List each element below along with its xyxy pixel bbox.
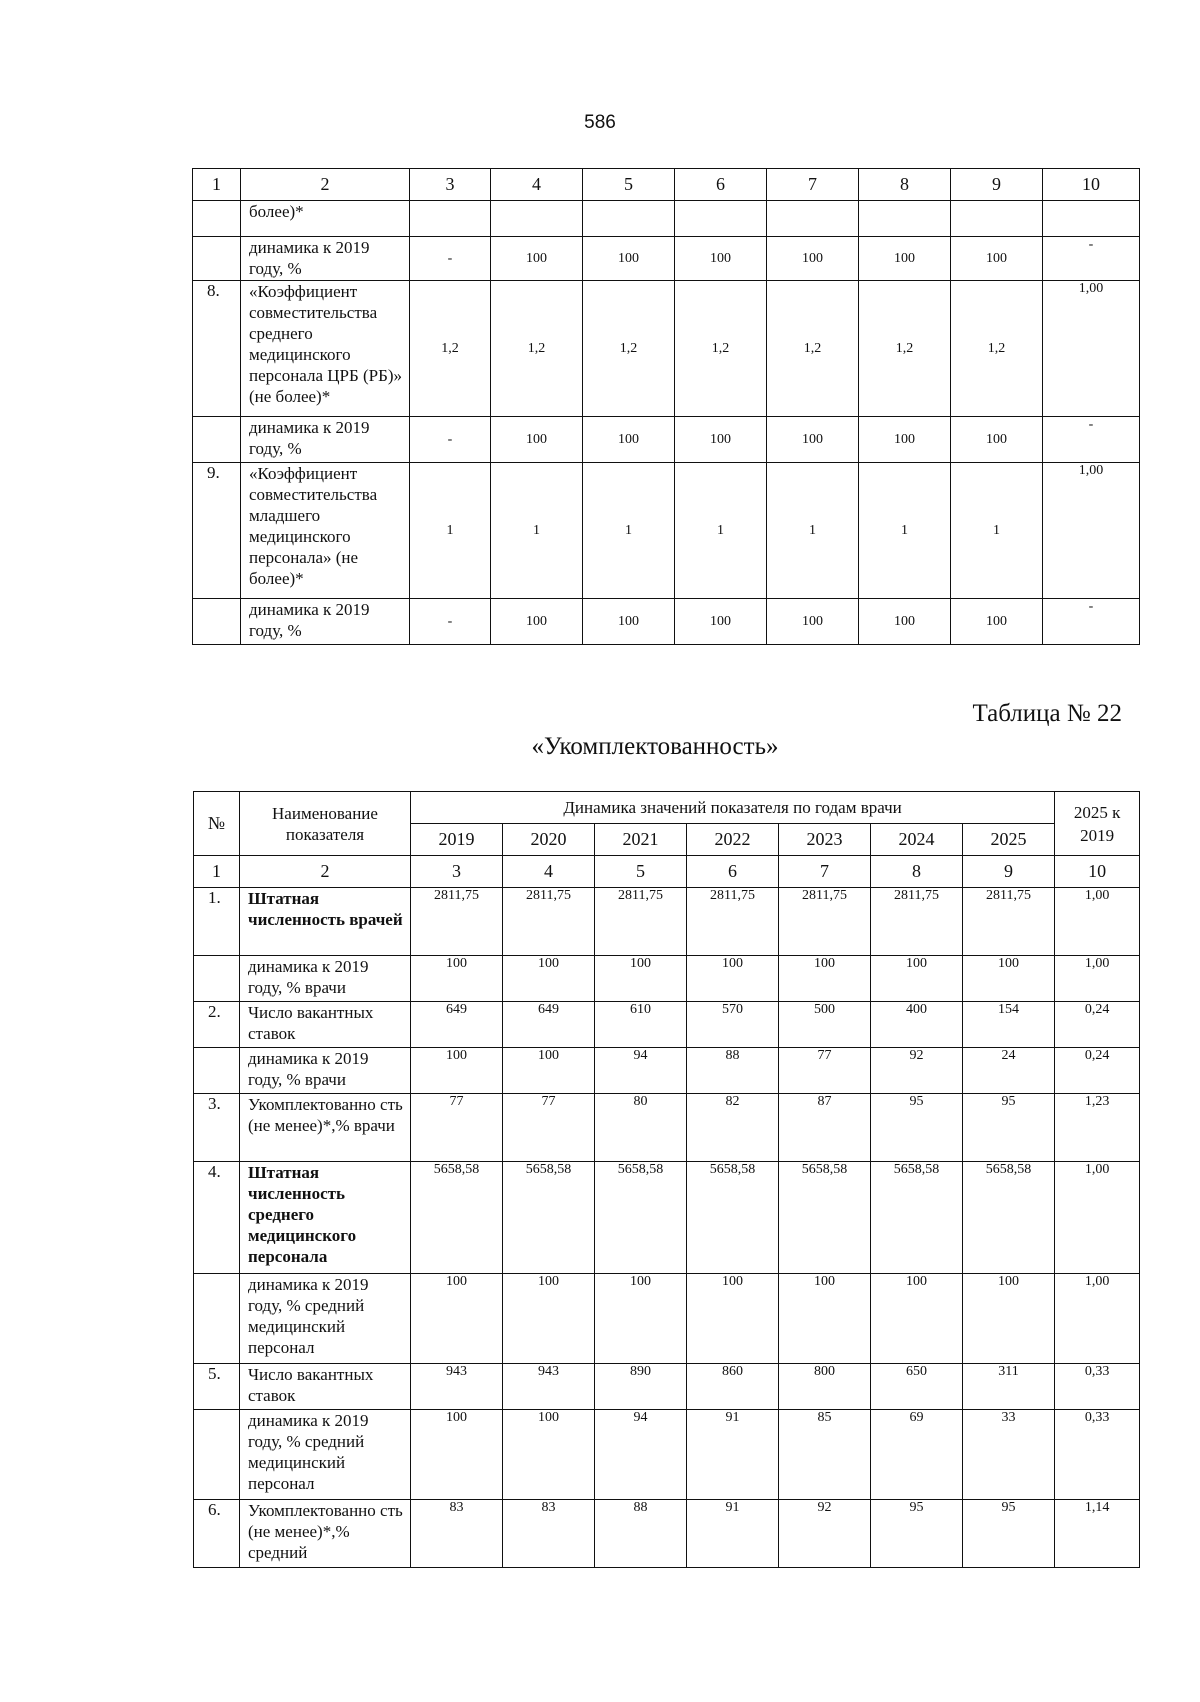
value-cell: 80 <box>595 1094 687 1162</box>
value-cell: 5658,58 <box>871 1162 963 1274</box>
value-cell: 100 <box>767 599 859 645</box>
column-number: 5 <box>595 856 687 888</box>
value-cell: 100 <box>411 1274 503 1364</box>
column-number-row <box>193 169 1140 201</box>
indicator-name-text: динамика к 2019 году, % <box>249 238 370 278</box>
value-cell: 154 <box>963 1002 1055 1048</box>
indicator-name-text: Число вакантных ставок <box>248 1365 374 1405</box>
column-number: 4 <box>503 856 595 888</box>
value-cell: 100 <box>951 237 1043 281</box>
value-cell: 5658,58 <box>963 1162 1055 1274</box>
value-cell: 1,2 <box>675 281 767 417</box>
value-cell: 88 <box>595 1500 687 1568</box>
value-cell: 943 <box>411 1364 503 1410</box>
value-cell <box>583 201 675 237</box>
ratio-cell: 1,14 <box>1055 1500 1140 1568</box>
value-cell: 100 <box>583 237 675 281</box>
indicator-name <box>241 237 410 281</box>
value-cell: 77 <box>411 1094 503 1162</box>
table-row <box>193 417 1140 463</box>
ratio-cell: 0,33 <box>1055 1364 1140 1410</box>
value-cell: 860 <box>687 1364 779 1410</box>
header-no: № <box>194 792 240 856</box>
value-cell: 83 <box>503 1500 595 1568</box>
column-number: 2 <box>241 169 410 201</box>
table-row <box>194 1002 1140 1048</box>
ratio-cell: 1,00 <box>1055 888 1140 956</box>
value-cell: 100 <box>675 599 767 645</box>
indicator-name-text: динамика к 2019 году, % <box>249 418 370 458</box>
value-cell: 82 <box>687 1094 779 1162</box>
indicator-name-text: Штатная численность среднего медицинского персонала <box>248 1163 357 1266</box>
value-cell: 100 <box>503 1410 595 1500</box>
value-cell: 5658,58 <box>595 1162 687 1274</box>
value-cell: 5658,58 <box>503 1162 595 1274</box>
column-number: 4 <box>491 169 583 201</box>
value-cell: 2811,75 <box>411 888 503 956</box>
value-cell: 650 <box>871 1364 963 1410</box>
value-cell: 311 <box>963 1364 1055 1410</box>
value-cell: 92 <box>779 1500 871 1568</box>
indicator-name <box>240 1094 411 1162</box>
table-row <box>194 1364 1140 1410</box>
row-index: 1. <box>194 888 240 956</box>
value-cell: 100 <box>583 417 675 463</box>
indicator-name-text: Число вакантных ставок <box>248 1003 374 1043</box>
value-cell: 100 <box>503 1274 595 1364</box>
ratio-cell: 1,00 <box>1043 281 1140 417</box>
header-year: 2025 <box>963 824 1055 856</box>
continued-table <box>192 168 1140 645</box>
value-cell: 2811,75 <box>963 888 1055 956</box>
ratio-cell: 1,00 <box>1055 1162 1140 1274</box>
value-cell: 100 <box>859 599 951 645</box>
table-row <box>193 599 1140 645</box>
column-number: 5 <box>583 169 675 201</box>
value-cell: 1,2 <box>410 281 491 417</box>
column-number: 6 <box>675 169 767 201</box>
value-cell: 69 <box>871 1410 963 1500</box>
row-index: 5. <box>194 1364 240 1410</box>
value-cell: 100 <box>503 1048 595 1094</box>
staffing-table <box>193 791 1140 1568</box>
row-index: 2. <box>194 1002 240 1048</box>
table-row <box>193 463 1140 599</box>
indicator-name <box>240 956 411 1002</box>
header-year: 2020 <box>503 824 595 856</box>
value-cell: 5658,58 <box>687 1162 779 1274</box>
row-index <box>194 1410 240 1500</box>
indicator-name-text: Укомплектованно сть (не менее)*,% врачи <box>248 1095 403 1135</box>
value-cell: 100 <box>595 1274 687 1364</box>
value-cell: 100 <box>859 417 951 463</box>
value-cell: 100 <box>951 417 1043 463</box>
indicator-name <box>241 417 410 463</box>
value-cell: 83 <box>411 1500 503 1568</box>
value-cell: 649 <box>411 1002 503 1048</box>
table-row <box>194 1410 1140 1500</box>
indicator-name <box>240 1364 411 1410</box>
column-number: 8 <box>859 169 951 201</box>
indicator-name <box>241 599 410 645</box>
value-cell: 95 <box>963 1500 1055 1568</box>
value-cell: 1,2 <box>767 281 859 417</box>
value-cell <box>951 201 1043 237</box>
value-cell: 100 <box>583 599 675 645</box>
row-index <box>194 1274 240 1364</box>
value-cell: 100 <box>779 956 871 1002</box>
column-number: 6 <box>687 856 779 888</box>
ratio-cell: 1,00 <box>1055 1274 1140 1364</box>
value-cell <box>767 201 859 237</box>
ratio-cell: - <box>1043 237 1140 281</box>
header-year: 2023 <box>779 824 871 856</box>
row-index <box>193 599 241 645</box>
row-index: 6. <box>194 1500 240 1568</box>
header-year: 2021 <box>595 824 687 856</box>
value-cell: 100 <box>859 237 951 281</box>
value-cell: 94 <box>595 1410 687 1500</box>
header-year: 2024 <box>871 824 963 856</box>
indicator-name-text: «Коэффициент совместительства среднего медицинского персонала ЦРБ (РБ)» (не более)* <box>249 282 403 406</box>
value-cell: 1 <box>675 463 767 599</box>
value-cell: 24 <box>963 1048 1055 1094</box>
row-index: 4. <box>194 1162 240 1274</box>
value-cell: 2811,75 <box>779 888 871 956</box>
value-cell: 5658,58 <box>411 1162 503 1274</box>
indicator-name-text: «Коэффициент совместительства младшего медицинского персонала» (не более)* <box>249 464 378 588</box>
value-cell: 100 <box>675 417 767 463</box>
header-row <box>194 792 1140 824</box>
column-number: 3 <box>411 856 503 888</box>
row-index: 8. <box>193 281 241 417</box>
table-row <box>194 1094 1140 1162</box>
indicator-name-text: динамика к 2019 году, % <box>249 600 370 640</box>
value-cell <box>491 201 583 237</box>
header-year: 2022 <box>687 824 779 856</box>
column-number: 8 <box>871 856 963 888</box>
value-cell: 1 <box>491 463 583 599</box>
indicator-name <box>240 1002 411 1048</box>
value-cell: 800 <box>779 1364 871 1410</box>
indicator-name-text: Укомплектованно сть (не менее)*,% средний <box>248 1501 403 1562</box>
value-cell: 100 <box>963 956 1055 1002</box>
header-ratio: 2025 к 2019 <box>1055 792 1140 856</box>
value-cell: - <box>410 237 491 281</box>
value-cell: 77 <box>779 1048 871 1094</box>
indicator-name <box>241 463 410 599</box>
indicator-name <box>240 1274 411 1364</box>
value-cell <box>859 201 951 237</box>
indicator-name <box>240 1500 411 1568</box>
ratio-cell: 0,33 <box>1055 1410 1140 1500</box>
table-row <box>194 888 1140 956</box>
indicator-name-text: более)* <box>249 202 304 221</box>
column-number: 9 <box>963 856 1055 888</box>
value-cell: 100 <box>767 417 859 463</box>
value-cell: 1,2 <box>951 281 1043 417</box>
value-cell <box>675 201 767 237</box>
column-number-row <box>194 856 1140 888</box>
value-cell: 100 <box>491 599 583 645</box>
value-cell: 77 <box>503 1094 595 1162</box>
value-cell: 2811,75 <box>871 888 963 956</box>
value-cell: 610 <box>595 1002 687 1048</box>
ratio-cell: - <box>1043 417 1140 463</box>
row-index <box>193 201 241 237</box>
value-cell: 100 <box>779 1274 871 1364</box>
value-cell: 400 <box>871 1002 963 1048</box>
value-cell: - <box>410 417 491 463</box>
indicator-name <box>241 201 410 237</box>
value-cell: 100 <box>963 1274 1055 1364</box>
column-number: 1 <box>194 856 240 888</box>
value-cell: 1,2 <box>491 281 583 417</box>
value-cell: 100 <box>951 599 1043 645</box>
ratio-cell <box>1043 201 1140 237</box>
value-cell: - <box>410 599 491 645</box>
row-index <box>194 1048 240 1094</box>
column-number: 9 <box>951 169 1043 201</box>
value-cell: 92 <box>871 1048 963 1094</box>
column-number: 3 <box>410 169 491 201</box>
column-number: 1 <box>193 169 241 201</box>
table-title: «Укомплектованность» <box>531 733 779 760</box>
table-label: Таблица № 22 <box>972 700 1122 727</box>
row-index: 9. <box>193 463 241 599</box>
table-row <box>194 1048 1140 1094</box>
indicator-name <box>241 281 410 417</box>
value-cell: 91 <box>687 1410 779 1500</box>
row-index <box>193 237 241 281</box>
value-cell: 890 <box>595 1364 687 1410</box>
ratio-cell: 1,00 <box>1055 956 1140 1002</box>
value-cell: 100 <box>595 956 687 1002</box>
value-cell: 95 <box>963 1094 1055 1162</box>
row-index <box>194 956 240 1002</box>
table-row <box>194 956 1140 1002</box>
table-row <box>194 1500 1140 1568</box>
ratio-cell: 0,24 <box>1055 1002 1140 1048</box>
value-cell: 943 <box>503 1364 595 1410</box>
column-number: 7 <box>779 856 871 888</box>
value-cell: 1 <box>859 463 951 599</box>
value-cell: 88 <box>687 1048 779 1094</box>
row-index: 3. <box>194 1094 240 1162</box>
value-cell: 2811,75 <box>503 888 595 956</box>
value-cell: 100 <box>767 237 859 281</box>
indicator-name-text: динамика к 2019 году, % врачи <box>248 1049 369 1089</box>
row-index <box>193 417 241 463</box>
value-cell: 2811,75 <box>595 888 687 956</box>
indicator-name-text: Штатная численность врачей <box>248 889 403 929</box>
value-cell: 95 <box>871 1500 963 1568</box>
header-dynamics: Динамика значений показателя по годам врачи <box>411 792 1055 824</box>
value-cell: 87 <box>779 1094 871 1162</box>
value-cell: 1,2 <box>859 281 951 417</box>
value-cell: 2811,75 <box>687 888 779 956</box>
indicator-name <box>240 1162 411 1274</box>
value-cell: 100 <box>675 237 767 281</box>
value-cell: 100 <box>491 237 583 281</box>
value-cell: 100 <box>687 956 779 1002</box>
value-cell: 95 <box>871 1094 963 1162</box>
indicator-name <box>240 1048 411 1094</box>
value-cell: 5658,58 <box>779 1162 871 1274</box>
value-cell: 500 <box>779 1002 871 1048</box>
value-cell: 33 <box>963 1410 1055 1500</box>
value-cell: 1 <box>767 463 859 599</box>
indicator-name-text: динамика к 2019 году, % средний медицинский персонал <box>248 1411 369 1493</box>
value-cell: 649 <box>503 1002 595 1048</box>
value-cell: 94 <box>595 1048 687 1094</box>
page-number: 586 <box>584 112 616 133</box>
value-cell: 100 <box>411 1410 503 1500</box>
table-row <box>193 201 1140 237</box>
table-row <box>194 1274 1140 1364</box>
ratio-cell: 0,24 <box>1055 1048 1140 1094</box>
column-number: 7 <box>767 169 859 201</box>
ratio-cell: - <box>1043 599 1140 645</box>
value-cell: 1,2 <box>583 281 675 417</box>
value-cell: 100 <box>411 1048 503 1094</box>
table-row <box>194 1162 1140 1274</box>
value-cell: 100 <box>411 956 503 1002</box>
value-cell: 85 <box>779 1410 871 1500</box>
ratio-cell: 1,00 <box>1043 463 1140 599</box>
table-row <box>193 237 1140 281</box>
value-cell: 1 <box>951 463 1043 599</box>
value-cell: 100 <box>491 417 583 463</box>
ratio-cell: 1,23 <box>1055 1094 1140 1162</box>
value-cell: 1 <box>583 463 675 599</box>
table-row <box>193 281 1140 417</box>
indicator-name-text: динамика к 2019 году, % врачи <box>248 957 369 997</box>
header-year: 2019 <box>411 824 503 856</box>
column-number: 2 <box>240 856 411 888</box>
value-cell: 100 <box>871 956 963 1002</box>
value-cell: 100 <box>503 956 595 1002</box>
column-number: 10 <box>1043 169 1140 201</box>
value-cell: 100 <box>871 1274 963 1364</box>
value-cell <box>410 201 491 237</box>
indicator-name <box>240 1410 411 1500</box>
header-name: Наименование показателя <box>240 792 411 856</box>
indicator-name <box>240 888 411 956</box>
value-cell: 91 <box>687 1500 779 1568</box>
column-number: 10 <box>1055 856 1140 888</box>
value-cell: 1 <box>410 463 491 599</box>
value-cell: 100 <box>687 1274 779 1364</box>
value-cell: 570 <box>687 1002 779 1048</box>
indicator-name-text: динамика к 2019 году, % средний медицинский персонал <box>248 1275 369 1357</box>
